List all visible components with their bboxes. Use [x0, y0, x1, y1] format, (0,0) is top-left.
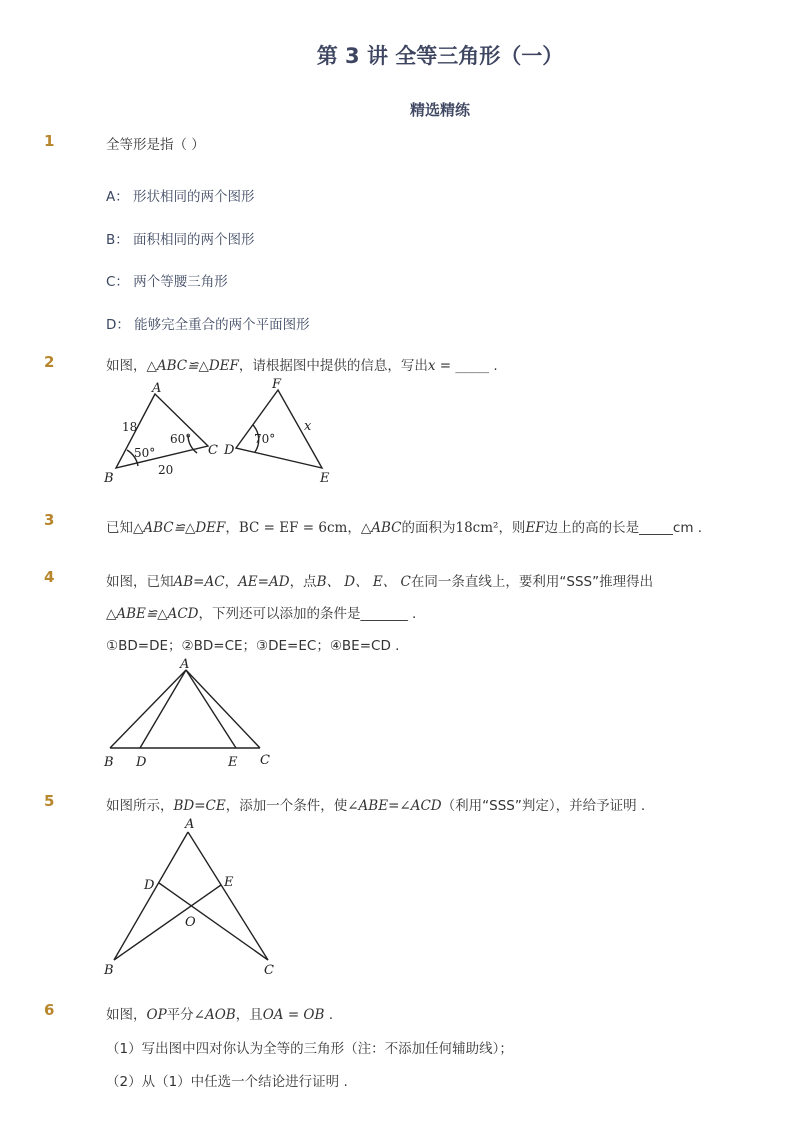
question-3-stem: 已知△ABC≌△DEF，BC = EF = 6cm，△ABC的面积为18cm²，则EF边上的高的长是_____cm .: [106, 520, 703, 536]
line-eb: [114, 885, 221, 960]
line-dc: [159, 883, 268, 960]
label-d: D: [224, 443, 235, 458]
question-number-3: 3: [44, 511, 55, 529]
question-1-option-a: A： 形状相同的两个图形: [106, 189, 255, 205]
label-side-ab: 18: [122, 420, 138, 434]
question-1-option-c: C： 两个等腰三角形: [106, 274, 228, 290]
question-number-6: 6: [44, 1001, 55, 1019]
label-b: B: [104, 471, 114, 486]
label-a: A: [185, 817, 195, 832]
label-d: D: [144, 878, 155, 893]
line-ae: [186, 670, 236, 748]
question-2-figure: [100, 376, 340, 488]
label-e: E: [320, 471, 330, 486]
label-c: C: [264, 963, 274, 978]
question-1-option-b: B： 面积相同的两个图形: [106, 232, 255, 248]
line-ac: [188, 832, 268, 960]
question-4-line-2: △ABE≌△ACD，下列还可以添加的条件是_______ .: [106, 606, 417, 622]
question-2-stem: 如图，△ABC≌△DEF，请根据图中提供的信息，写出x = _____ .: [106, 358, 498, 374]
label-side-bc: 20: [158, 463, 174, 477]
label-o: O: [185, 915, 196, 930]
question-5-stem: 如图所示，BD=CE，添加一个条件，使∠ABE=∠ACD（利用“SSS”判定），并给予证明 .: [106, 798, 646, 814]
question-4-line-1: 如图，已知AB=AC，AE=AD，点B、 D、 E、 C在同一条直线上，要利用“SSS”推理得出: [106, 574, 654, 590]
label-c: C: [260, 753, 270, 768]
label-a: A: [152, 381, 162, 396]
question-number-2: 2: [44, 353, 55, 371]
label-a: A: [180, 657, 190, 672]
section-subtitle: 精选精练: [409, 101, 470, 119]
label-angle-b: 50°: [134, 446, 156, 460]
question-number-5: 5: [44, 792, 55, 810]
page-title: 第 3 讲 全等三角形（一）: [316, 44, 564, 68]
question-4-figure: [100, 656, 280, 772]
question-number-4: 4: [44, 568, 55, 586]
question-6-sub-1: （1）写出图中四对你认为全等的三角形（注：不添加任何辅助线）；: [106, 1041, 513, 1057]
label-x: x: [304, 419, 312, 434]
label-d: D: [136, 755, 147, 770]
question-1-stem: 全等形是指（ ）: [106, 137, 205, 153]
line-ab: [110, 670, 186, 748]
label-e: E: [224, 875, 234, 890]
question-6-sub-2: （2）从（1）中任选一个结论进行证明 .: [106, 1074, 348, 1090]
label-b: B: [104, 963, 114, 978]
line-ad: [140, 670, 186, 748]
question-number-1: 1: [44, 132, 55, 150]
line-ac: [186, 670, 260, 748]
question-4-conditions: ①BD=DE；②BD=CE；③DE=EC；④BE=CD .: [106, 638, 400, 654]
label-f: F: [272, 377, 282, 392]
label-angle-d: 70°: [254, 432, 276, 446]
question-1-option-d: D： 能够完全重合的两个平面图形: [106, 317, 310, 333]
label-c: C: [208, 443, 218, 458]
label-angle-c: 60°: [170, 432, 192, 446]
question-6-stem: 如图，OP平分∠AOB，且OA = OB .: [106, 1007, 334, 1023]
label-b: B: [104, 755, 114, 770]
label-e: E: [228, 755, 238, 770]
question-5-figure: [100, 814, 290, 980]
